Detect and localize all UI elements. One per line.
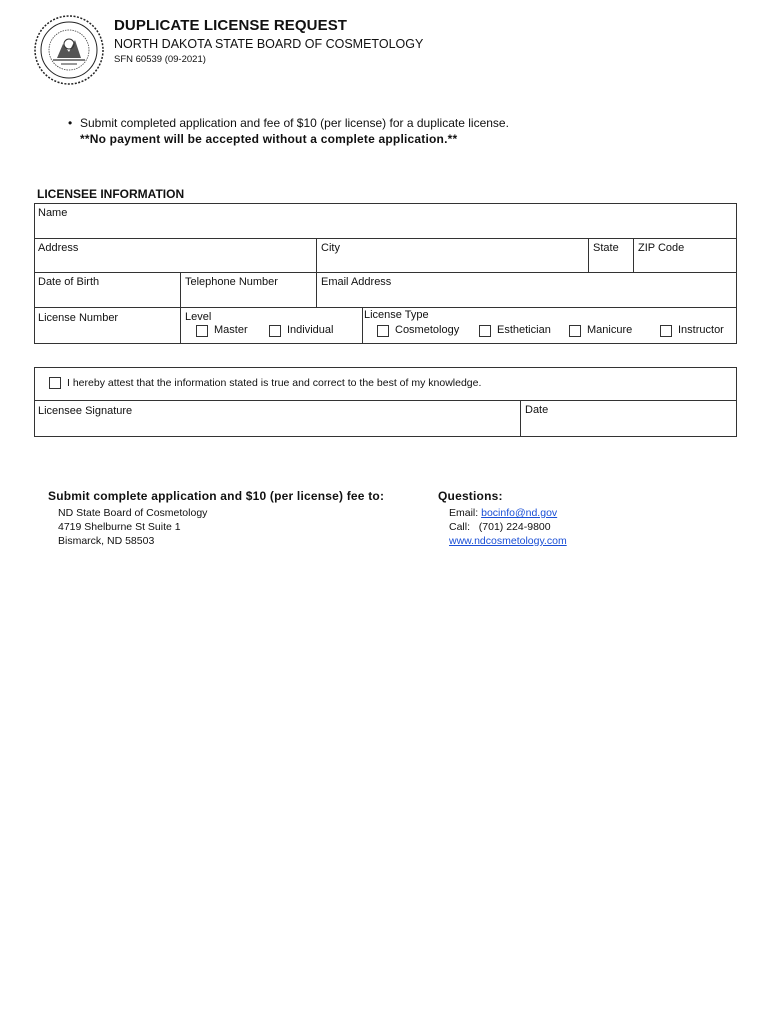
- level-label: Level: [185, 311, 212, 323]
- name-field[interactable]: [38, 207, 67, 219]
- level-individual-checkbox[interactable]: [269, 325, 281, 337]
- attest-statement: I hereby attest that the information stated is true and correct to the best of my knowledge.: [67, 377, 482, 389]
- license-type-label: License Type: [364, 309, 429, 321]
- page-title: DUPLICATE LICENSE REQUEST: [114, 17, 348, 34]
- email-line: [449, 506, 567, 520]
- email-link[interactable]: bocinfo@nd.gov: [481, 507, 558, 519]
- level-master-checkbox[interactable]: [196, 325, 208, 337]
- phone-number: (701) 224-9800: [478, 521, 551, 533]
- address-line: 4719 Shelburne St Suite 1: [58, 521, 181, 533]
- email-field[interactable]: [321, 276, 391, 288]
- type-manicure-checkbox[interactable]: [569, 325, 581, 337]
- city-field[interactable]: [321, 242, 340, 254]
- type-manicure-label: Manicure: [587, 324, 633, 336]
- city-label: City: [321, 242, 340, 254]
- payment-warning: **No payment will be accepted without a complete application.**: [80, 132, 458, 146]
- mailing-address: [58, 506, 207, 548]
- level-individual-label: Individual: [287, 324, 334, 336]
- call-label: Call:: [449, 521, 471, 533]
- licensee-info-table: [34, 203, 737, 344]
- license-number-field[interactable]: [38, 312, 118, 324]
- state-seal-logo: [33, 14, 105, 86]
- date-label: Date: [525, 404, 549, 416]
- type-cosmetology-label: Cosmetology: [395, 324, 460, 336]
- phone-line: [449, 520, 567, 534]
- type-esthetician-checkbox[interactable]: [479, 325, 491, 337]
- email-label: Email:: [449, 507, 479, 519]
- email-label: Email Address: [321, 276, 392, 288]
- instruction-bullet: [68, 116, 509, 130]
- signature-label: Licensee Signature: [38, 405, 133, 417]
- dob-field[interactable]: [38, 276, 99, 288]
- zip-field[interactable]: [638, 242, 684, 254]
- address-line: ND State Board of Cosmetology: [58, 507, 208, 519]
- name-label: Name: [38, 207, 68, 219]
- zip-label: ZIP Code: [638, 242, 685, 254]
- website-link[interactable]: www.ndcosmetology.com: [449, 535, 567, 547]
- attest-checkbox[interactable]: [49, 377, 61, 389]
- section-heading-licensee: LICENSEE INFORMATION: [37, 187, 185, 201]
- page-subtitle: NORTH DAKOTA STATE BOARD OF COSMETOLOGY: [114, 37, 424, 51]
- form-number: SFN 60539 (09-2021): [114, 54, 206, 65]
- dob-label: Date of Birth: [38, 276, 100, 288]
- address-label: Address: [38, 242, 79, 254]
- state-label: State: [593, 242, 619, 254]
- date-field[interactable]: [525, 404, 548, 416]
- license-number-label: License Number: [38, 312, 119, 324]
- instruction-text: Submit completed application and fee of $10 (per license) for a duplicate license.: [80, 116, 509, 130]
- level-master-label: Master: [214, 324, 248, 336]
- telephone-field[interactable]: [185, 276, 278, 288]
- type-cosmetology-checkbox[interactable]: [377, 325, 389, 337]
- address-line: Bismarck, ND 58503: [58, 535, 155, 547]
- questions-heading: Questions:: [438, 489, 503, 503]
- submit-heading: Submit complete application and $10 (per license) fee to:: [48, 489, 385, 503]
- signature-field[interactable]: [38, 405, 132, 417]
- type-instructor-checkbox[interactable]: [660, 325, 672, 337]
- type-instructor-label: Instructor: [678, 324, 724, 336]
- contact-info: [449, 506, 567, 548]
- state-field[interactable]: [593, 242, 619, 254]
- address-field[interactable]: [38, 242, 78, 254]
- type-esthetician-label: Esthetician: [497, 324, 551, 336]
- bullet-icon: •: [68, 116, 73, 130]
- telephone-label: Telephone Number: [185, 276, 278, 288]
